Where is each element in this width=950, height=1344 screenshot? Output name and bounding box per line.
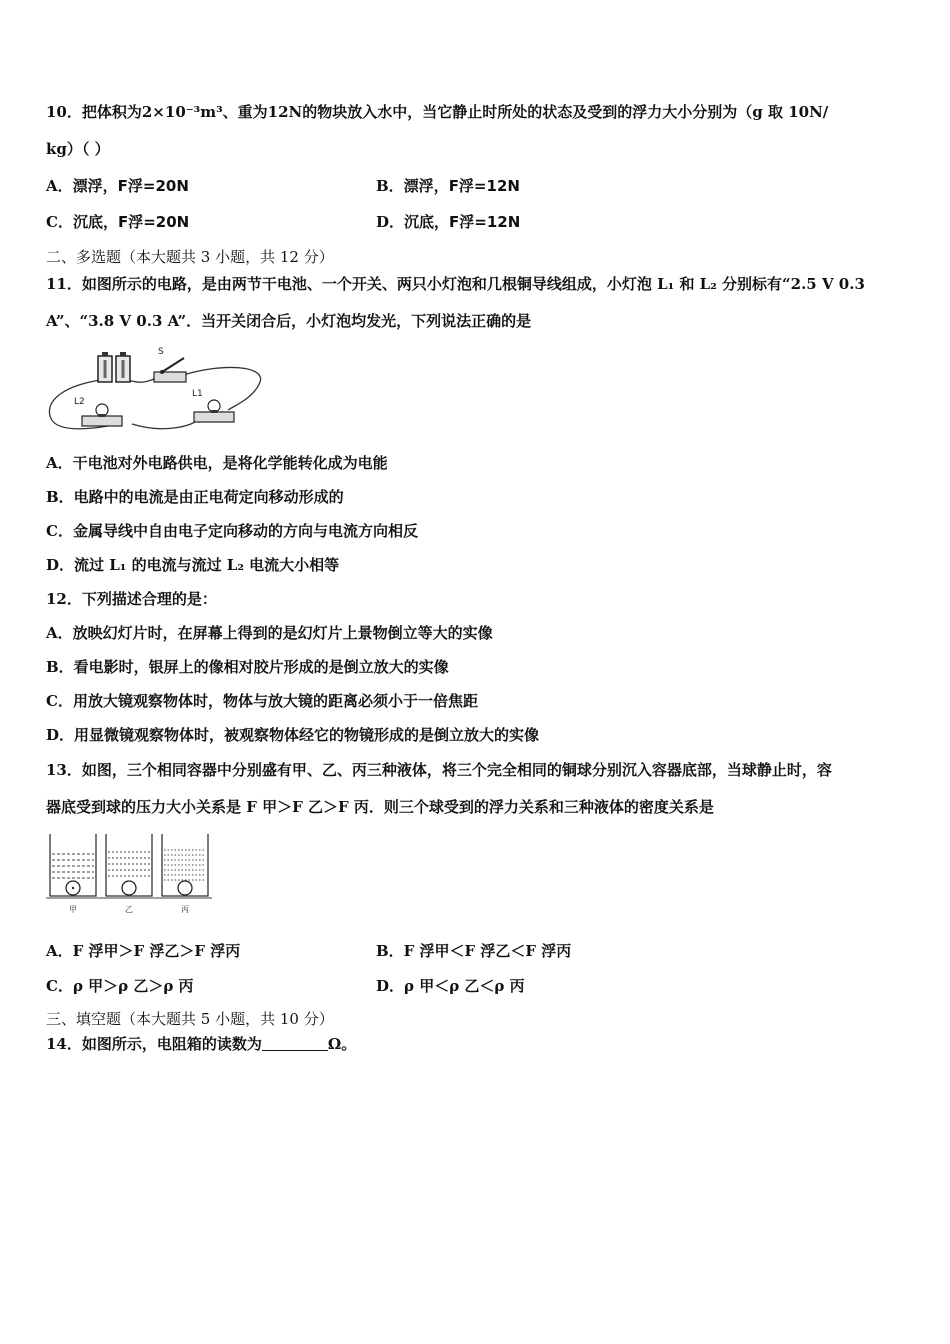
q11-option-d[interactable]: D．流过 L₁ 的电流与流过 L₂ 电流大小相等 bbox=[46, 556, 340, 574]
switch-icon bbox=[154, 358, 186, 382]
switch-label: S bbox=[158, 347, 164, 357]
q12-option-a[interactable]: A．放映幻灯片时，在屏幕上得到的是幻灯片上景物倒立等大的实像 bbox=[46, 624, 493, 642]
q12-option-d[interactable]: D．用显微镜观察物体时，被观察物体经它的物镜形成的是倒立放大的实像 bbox=[46, 726, 540, 744]
container-jia-icon bbox=[50, 834, 96, 896]
battery-icon bbox=[98, 352, 130, 382]
container-label-jia: 甲 bbox=[69, 905, 77, 914]
lamp-l1-icon bbox=[194, 400, 234, 422]
q11-option-c[interactable]: C．金属导线中自由电子定向移动的方向与电流方向相反 bbox=[46, 522, 418, 540]
q10-option-a[interactable]: A．漂浮，F浮=20N bbox=[46, 177, 189, 195]
q12-option-c[interactable]: C．用放大镜观察物体时，物体与放大镜的距离必须小于一倍焦距 bbox=[46, 692, 478, 710]
q12-option-b[interactable]: B．看电影时，银屏上的像相对胶片形成的是倒立放大的实像 bbox=[46, 658, 449, 676]
q13-option-d[interactable]: D．ρ 甲＜ρ 乙＜ρ 丙 bbox=[376, 977, 525, 995]
q11-option-a[interactable]: A．干电池对外电路供电，是将化学能转化成为电能 bbox=[46, 454, 388, 472]
container-yi-icon bbox=[106, 834, 152, 896]
container-label-bing: 丙 bbox=[181, 905, 189, 914]
q13-stem-line1: 13．如图，三个相同容器中分别盛有甲、乙、丙三种液体，将三个完全相同的铜球分别沉入容器底部，当球静止时，容 bbox=[46, 761, 832, 779]
q11-circuit-figure bbox=[44, 344, 266, 438]
q10-option-c[interactable]: C．沉底，F浮=20N bbox=[46, 213, 190, 231]
container-bing-icon bbox=[162, 834, 208, 896]
q10-stem-line2: kg）（ ） bbox=[46, 140, 110, 158]
q12-stem: 12．下列描述合理的是： bbox=[46, 590, 217, 608]
q11-stem-line2: A”、“3.8 V 0.3 A”．当开关闭合后，小灯泡均发光，下列说法正确的是 bbox=[46, 312, 532, 330]
lamp-l1-label: L1 bbox=[192, 389, 203, 399]
lamp-l2-label: L2 bbox=[74, 397, 85, 407]
q10-option-b[interactable]: B．漂浮，F浮=12N bbox=[376, 177, 520, 195]
section-fill-in-title: 三、填空题（本大题共 5 小题，共 10 分） bbox=[46, 1010, 334, 1028]
container-label-yi: 乙 bbox=[125, 905, 133, 914]
lamp-l2-icon bbox=[82, 404, 122, 426]
q10-stem-line1: 10．把体积为2×10⁻³m³、重为12N的物块放入水中，当它静止时所处的状态及受到的浮力大小分别为（g 取 10N/ bbox=[46, 103, 829, 121]
q13-stem-line2: 器底受到球的压力大小关系是 F 甲＞F 乙＞F 丙．则三个球受到的浮力关系和三种液体的密度关系是 bbox=[46, 798, 714, 816]
q13-option-b[interactable]: B．F 浮甲＜F 浮乙＜F 浮丙 bbox=[376, 942, 572, 960]
q11-option-b[interactable]: B．电路中的电流是由正电荷定向移动形成的 bbox=[46, 488, 344, 506]
q13-containers-figure bbox=[44, 830, 216, 916]
q14-answer-blank[interactable] bbox=[262, 1036, 328, 1051]
q10-option-d[interactable]: D．沉底，F浮=12N bbox=[376, 213, 521, 231]
q13-option-c[interactable]: C．ρ 甲＞ρ 乙＞ρ 丙 bbox=[46, 977, 194, 995]
section-multiple-choice-title: 二、多选题（本大题共 3 小题，共 12 分） bbox=[46, 248, 334, 266]
q11-stem-line1: 11．如图所示的电路，是由两节干电池、一个开关、两只小灯泡和几根铜导线组成，小灯泡 L₁ 和 L₂ 分别标有“2.5 V 0.3 bbox=[46, 275, 865, 293]
q14-stem: 14．如图所示，电阻箱的读数为 Ω。 bbox=[46, 1035, 357, 1053]
q13-option-a[interactable]: A．F 浮甲＞F 浮乙＞F 浮丙 bbox=[46, 942, 241, 960]
